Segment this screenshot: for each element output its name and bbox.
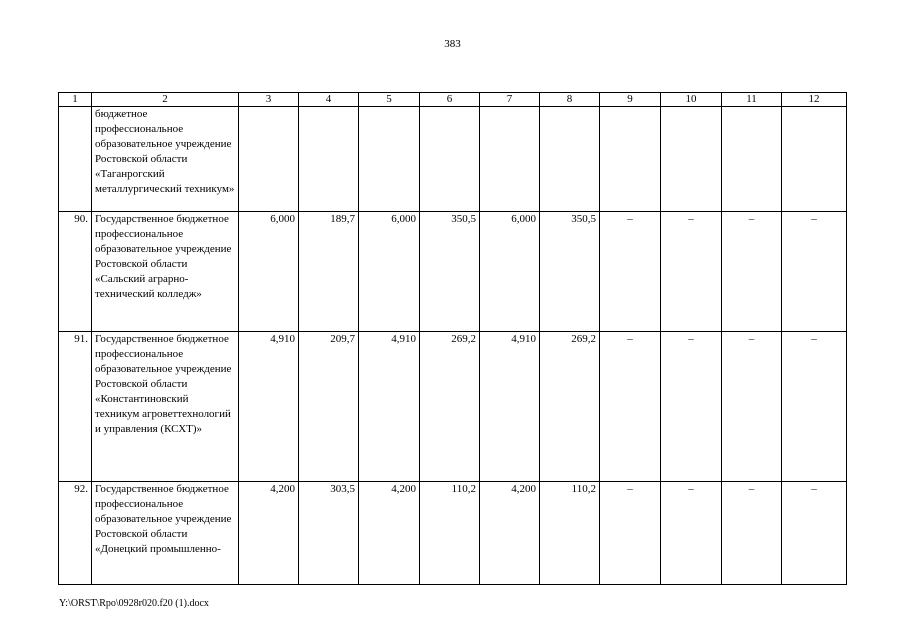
value-cell: 350,5 [420, 212, 480, 332]
value-cell: – [661, 212, 722, 332]
value-cell: – [722, 482, 782, 585]
value-cell: 209,7 [299, 332, 359, 482]
value-cell: 269,2 [540, 332, 600, 482]
table-row [59, 332, 847, 482]
value-cell [540, 107, 600, 212]
value-cell: 4,910 [359, 332, 420, 482]
value-cell: 4,200 [239, 482, 299, 585]
column-header: 7 [480, 93, 540, 107]
value-cell: 6,000 [359, 212, 420, 332]
column-header: 10 [661, 93, 722, 107]
value-cell [722, 107, 782, 212]
value-cell: 4,200 [359, 482, 420, 585]
column-header: 6 [420, 93, 480, 107]
institution-name: Государственное бюджетное профессиональное образовательное учреждение Ростовской области «Донецкий промышленно- [92, 482, 239, 585]
value-cell [600, 107, 661, 212]
value-cell: – [661, 482, 722, 585]
value-cell: 6,000 [239, 212, 299, 332]
value-cell: 350,5 [540, 212, 600, 332]
table-header-row [59, 93, 847, 107]
value-cell: – [722, 332, 782, 482]
institution-name: бюджетное профессиональное образовательное учреждение Ростовской области «Таганрогский металлургический техникум» [92, 107, 239, 212]
row-number [59, 107, 92, 212]
value-cell: – [782, 332, 847, 482]
column-header: 5 [359, 93, 420, 107]
budget-table [58, 92, 847, 585]
table-row [59, 212, 847, 332]
value-cell: 110,2 [540, 482, 600, 585]
institution-name: Государственное бюджетное профессиональное образовательное учреждение Ростовской области «Сальский аграрно-технический колледж» [92, 212, 239, 332]
institution-name: Государственное бюджетное профессиональное образовательное учреждение Ростовской области «Константиновский техникум агроветтехнологий и управления (КСХТ)» [92, 332, 239, 482]
table-row [59, 482, 847, 585]
column-header: 3 [239, 93, 299, 107]
value-cell: 4,200 [480, 482, 540, 585]
column-header: 4 [299, 93, 359, 107]
value-cell: 189,7 [299, 212, 359, 332]
row-number: 92. [59, 482, 92, 585]
value-cell: 4,910 [239, 332, 299, 482]
value-cell: 269,2 [420, 332, 480, 482]
value-cell: – [600, 332, 661, 482]
value-cell [661, 107, 722, 212]
value-cell [359, 107, 420, 212]
value-cell: 4,910 [480, 332, 540, 482]
value-cell: – [600, 212, 661, 332]
value-cell [480, 107, 540, 212]
column-header: 9 [600, 93, 661, 107]
footer-file-path: Y:\ORST\Rpo\0928r020.f20 (1).docx [59, 598, 209, 609]
value-cell: – [722, 212, 782, 332]
row-number: 91. [59, 332, 92, 482]
table-row [59, 107, 847, 212]
value-cell: – [661, 332, 722, 482]
column-header: 2 [92, 93, 239, 107]
column-header: 11 [722, 93, 782, 107]
column-header: 8 [540, 93, 600, 107]
value-cell [420, 107, 480, 212]
page-number: 383 [444, 38, 461, 50]
value-cell [239, 107, 299, 212]
column-header: 12 [782, 93, 847, 107]
value-cell [299, 107, 359, 212]
row-number: 90. [59, 212, 92, 332]
value-cell: 303,5 [299, 482, 359, 585]
value-cell: – [600, 482, 661, 585]
value-cell [782, 107, 847, 212]
value-cell: – [782, 212, 847, 332]
value-cell: 6,000 [480, 212, 540, 332]
value-cell: 110,2 [420, 482, 480, 585]
column-header: 1 [59, 93, 92, 107]
value-cell: – [782, 482, 847, 585]
